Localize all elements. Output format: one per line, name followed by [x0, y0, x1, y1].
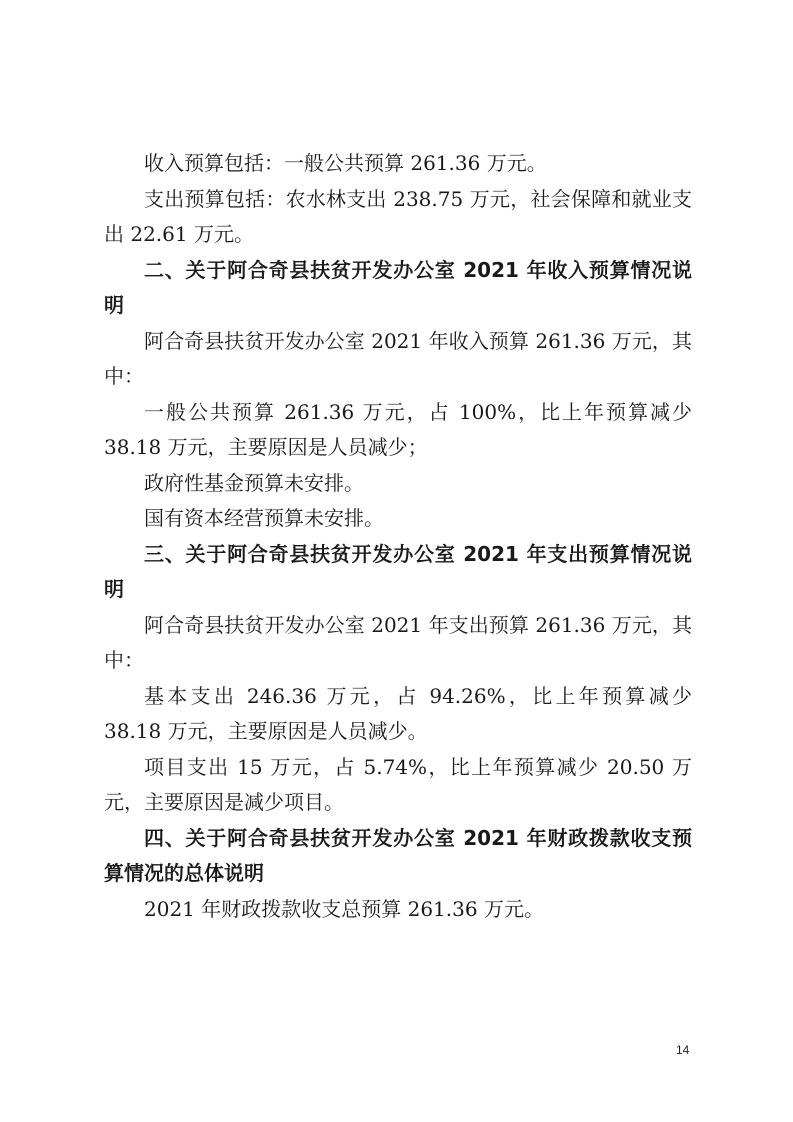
paragraph-capital-budget: 国有资本经营预算未安排。: [144, 506, 384, 530]
heading-section-4: 四、关于阿合奇县扶贫开发办公室 2021 年财政拨款收支预算情况的总体说明: [104, 825, 692, 885]
paragraph-project-expense: 项目支出 15 万元，占 5.74%，比上年预算减少 20.50 万元，主要原因是减少项目。: [104, 754, 692, 814]
page-number: 14: [676, 1043, 690, 1057]
paragraph-fund-budget: 政府性基金预算未安排。: [144, 470, 364, 495]
paragraph-income-summary: 收入预算包括：一般公共预算 261.36 万元。: [144, 151, 547, 175]
paragraph-income-total: 阿合奇县扶贫开发办公室 2021 年收入预算 261.36 万元，其中：: [104, 328, 692, 388]
document-body: [104, 146, 699, 927]
heading-section-3: 三、关于阿合奇县扶贫开发办公室 2021 年支出预算情况说明: [104, 541, 692, 601]
paragraph-expense-summary: 支出预算包括：农水林支出 238.75 万元，社会保障和就业支出 22.61 万元。: [104, 186, 692, 246]
paragraph-general-budget: 一般公共预算 261.36 万元，占 100%，比上年预算减少 38.18 万元，主要原因是人员减少；: [104, 399, 699, 459]
heading-section-2: 二、关于阿合奇县扶贫开发办公室 2021 年收入预算情况说明: [104, 257, 692, 317]
paragraph-basic-expense: 基本支出 246.36 万元，占 94.26%，比上年预算减少 38.18 万元，主要原因是人员减少。: [104, 683, 699, 743]
paragraph-expense-total: 阿合奇县扶贫开发办公室 2021 年支出预算 261.36 万元，其中：: [104, 612, 692, 672]
paragraph-fiscal-total: 2021 年财政拨款收支总预算 261.36 万元。: [144, 896, 544, 921]
